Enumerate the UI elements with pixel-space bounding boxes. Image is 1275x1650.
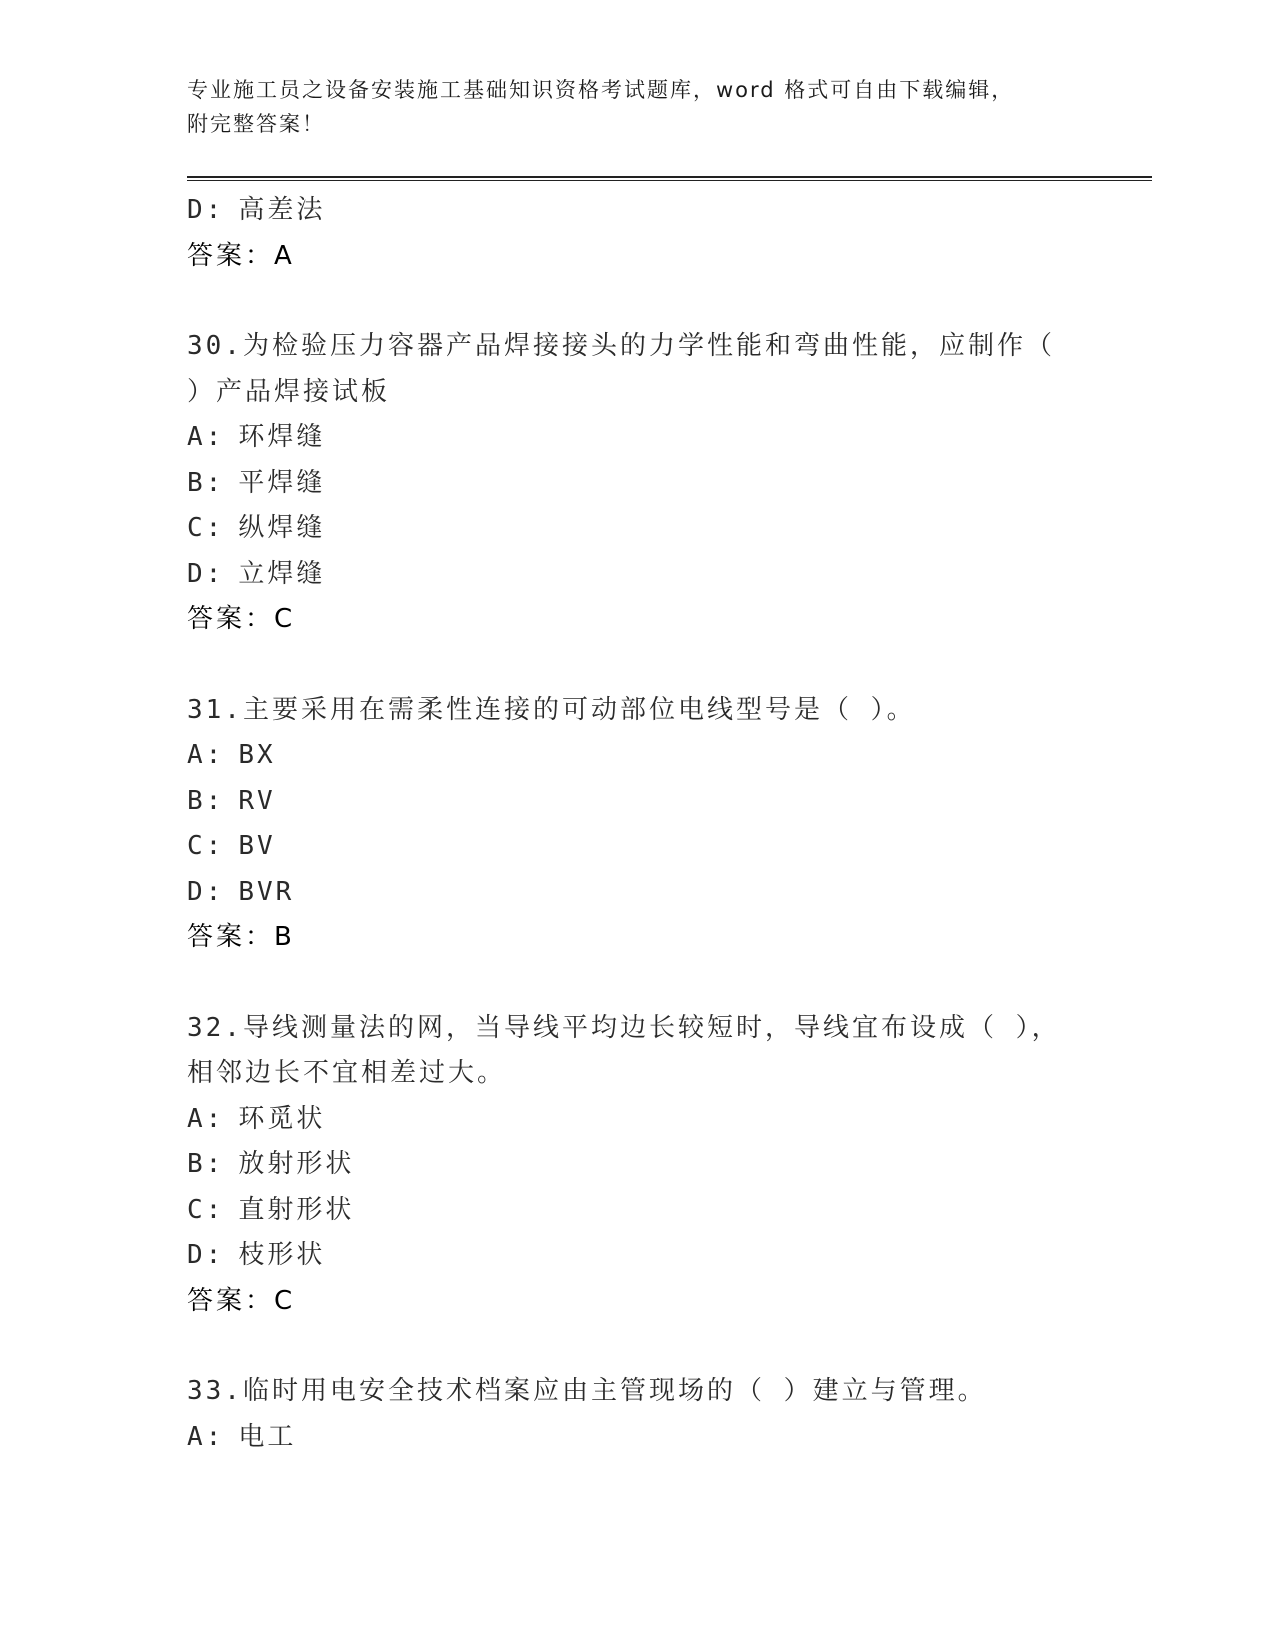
option-a: [187, 415, 1067, 461]
option-c: [187, 1188, 1067, 1234]
option-label: D:: [187, 1240, 225, 1270]
option-b: [187, 1142, 1067, 1188]
option-text: 立焊缝: [238, 558, 326, 589]
option-label: B:: [187, 785, 225, 816]
question-stem: 31.主要采用在需柔性连接的可动部位电线型号是（ ）。: [187, 694, 916, 725]
option-d: [187, 870, 1067, 916]
option-text: 电工: [238, 1421, 297, 1452]
question-30: [187, 324, 1067, 643]
option-text: 纵焊缝: [238, 513, 326, 543]
option-label: B:: [187, 467, 225, 498]
question-stem: 33.临时用电安全技术档案应由主管现场的（ ）建立与管理。: [187, 1376, 987, 1406]
document-body: [187, 188, 1067, 1460]
option-b: [187, 461, 1067, 507]
option-b: [187, 779, 1067, 825]
option-a: [187, 733, 1067, 779]
option-a: [187, 1415, 1067, 1461]
option-c: [187, 824, 1067, 870]
answer-line: 答案：A: [187, 240, 295, 271]
option-text: 环觅状: [238, 1103, 326, 1134]
question-32: [187, 1006, 1067, 1325]
option-c: [187, 506, 1067, 552]
option-a: [187, 1097, 1067, 1143]
question-stem: ）产品焊接试板: [187, 376, 391, 407]
option-label: D:: [187, 195, 225, 225]
option-text: 平焊缝: [238, 467, 326, 498]
option-label: B:: [187, 1149, 225, 1179]
question-stem: 相邻边长不宜相差过大。: [187, 1058, 507, 1088]
option-label: A:: [187, 1103, 225, 1134]
answer-line: 答案：C: [187, 604, 296, 634]
option-d: [187, 552, 1067, 598]
header-divider: [187, 176, 1152, 181]
option-label: A:: [187, 740, 225, 770]
option-d: [187, 1233, 1067, 1279]
option-text: 放射形状: [238, 1149, 355, 1179]
header-line-2: 附完整答案！: [187, 112, 325, 136]
question-stem: 30.为检验压力容器产品焊接接头的力学性能和弯曲性能，应制作（: [187, 331, 1055, 361]
question-31: [187, 688, 1067, 961]
option-d: [187, 188, 1067, 234]
question-stem: 32.导线测量法的网，当导线平均边长较短时，导线宜布设成（ ），: [187, 1012, 1061, 1043]
option-text: 直射形状: [238, 1194, 355, 1225]
option-text: 环焊缝: [238, 422, 326, 452]
option-text: 枝形状: [238, 1240, 326, 1270]
answer-line: 答案：B: [187, 922, 295, 952]
option-label: D:: [187, 876, 225, 907]
option-text: RV: [238, 785, 276, 816]
question-33: [187, 1369, 1067, 1460]
option-label: C:: [187, 513, 225, 543]
option-text: BVR: [238, 876, 295, 907]
option-label: D:: [187, 558, 225, 589]
option-text: BV: [238, 831, 276, 861]
option-label: C:: [187, 1194, 225, 1225]
option-label: A:: [187, 422, 225, 452]
document-header: [187, 73, 1067, 141]
option-label: C:: [187, 831, 225, 861]
answer-line: 答案：C: [187, 1285, 296, 1316]
option-text: 高差法: [238, 195, 326, 225]
header-line-1: 专业施工员之设备安装施工基础知识资格考试题库，word 格式可自由下载编辑，: [187, 78, 1015, 102]
option-label: A:: [187, 1421, 225, 1452]
option-text: BX: [238, 740, 276, 770]
